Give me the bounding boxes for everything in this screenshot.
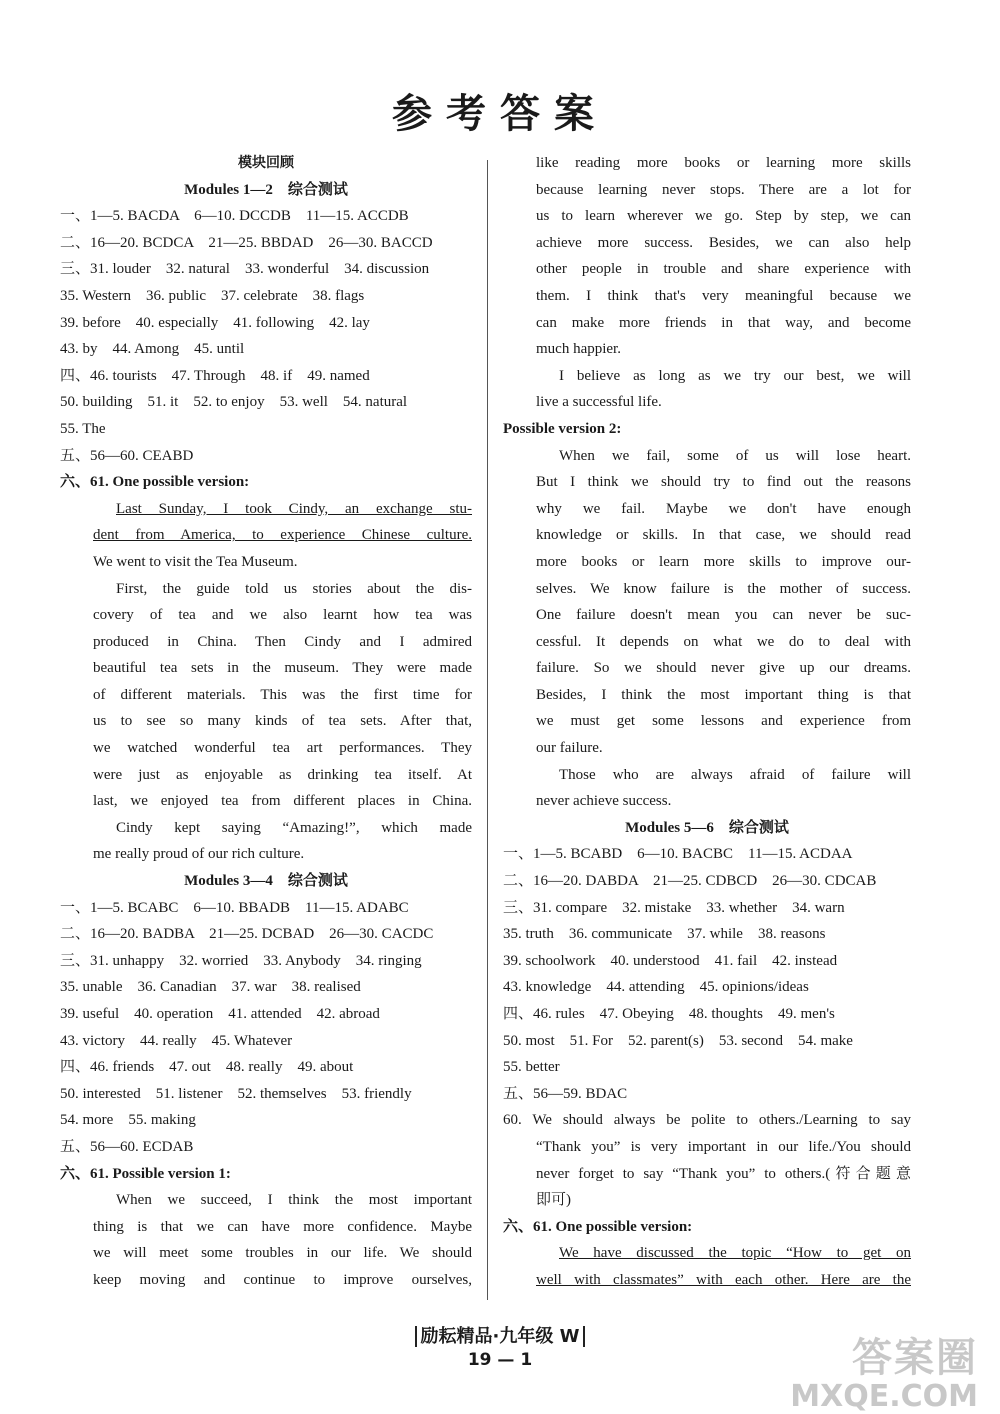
left-line: 39. before 40. especially 41. following 42. lay <box>60 314 370 331</box>
right-line: never achieve success. <box>536 793 672 810</box>
left-column <box>60 150 472 1294</box>
right-line: When we fail, some of us will lose heart. <box>559 447 911 464</box>
left-line: 三、31. unhappy 32. worried 33. Anybody 34. ringing <box>60 952 422 969</box>
right-line: 五、56—59. BDAC <box>503 1085 628 1102</box>
left-line: First, the guide told us stories about the dis- <box>116 580 472 597</box>
right-line: knowledge or skills. In that case, we should read <box>536 527 911 544</box>
left-line: 二、16—20. BCDCA 21—25. BBDAD 26—30. BACCD <box>60 234 433 251</box>
left-line: 二、16—20. BADBA 21—25. DCBAD 26—30. CACDC <box>60 926 434 943</box>
right-line: selves. We know failure is the mother of success. <box>536 580 911 597</box>
right-line: Besides, I think the most important thing is that <box>536 686 911 703</box>
right-line: 六、61. One possible version: <box>503 1218 693 1235</box>
right-line: I believe as long as we try our best, we will <box>559 367 911 384</box>
left-line: 50. interested 51. listener 52. themselves 53. friendly <box>60 1085 412 1102</box>
left-line: Last Sunday, I took Cindy, an exchange stu- <box>116 500 472 517</box>
left-line: beautiful tea sets in the museum. They were made <box>93 660 472 677</box>
right-line: We have discussed the topic “How to get on <box>559 1245 911 1262</box>
left-line: When we succeed, I think the most important <box>116 1192 472 1209</box>
right-line: But I think we should try to find out the reasons <box>536 474 911 491</box>
right-line: 39. schoolwork 40. understood 41. fail 42. instead <box>503 952 838 969</box>
left-line: 35. Western 36. public 37. celebrate 38. flags <box>60 287 365 304</box>
right-line: more books or learn more skills to improve our- <box>536 553 911 570</box>
left-line: 五、56—60. ECDAB <box>60 1138 194 1155</box>
right-line: Possible version 2: <box>503 420 622 437</box>
right-line: 50. most 51. For 52. parent(s) 53. second 54. make <box>503 1032 853 1049</box>
left-line: of different materials. This was the first time for <box>93 686 472 703</box>
right-line: 43. knowledge 44. attending 45. opinions/ideas <box>503 979 809 996</box>
left-line: 六、61. One possible version: <box>60 474 250 491</box>
right-line: achieve more success. Besides, we can also help <box>536 234 911 251</box>
left-line: were just as enjoyable as drinking tea itself. At <box>93 766 472 783</box>
right-line: 四、46. rules 47. Obeying 48. thoughts 49. men's <box>503 1006 835 1022</box>
right-line: “Thank you” is very important in our life./You should <box>536 1138 911 1155</box>
left-line: covery of tea and we also learnt how tea was <box>93 607 472 624</box>
column-divider <box>487 160 488 1300</box>
right-line: failure. So we should never give up our dreams. <box>536 660 911 677</box>
right-line: much happier. <box>536 341 621 358</box>
right-line: 即可) <box>536 1192 571 1209</box>
left-line: 五、56—60. CEABD <box>60 447 194 464</box>
left-line: 一、1—5. BCABC 6—10. BBADB 11—15. ADABC <box>60 899 409 916</box>
right-line: us to learn wherever we go. Step by step, we can <box>536 208 911 225</box>
left-line: me really proud of our rich culture. <box>93 846 305 863</box>
right-column <box>503 150 911 1294</box>
left-line: 一、1—5. BACDA 6—10. DCCDB 11—15. ACCDB <box>60 208 409 225</box>
left-line: 三、31. louder 32. natural 33. wonderful 34. discussion <box>60 261 430 278</box>
left-line: dent from America, to experience Chinese culture. <box>93 527 472 544</box>
right-line: we must get some lessons and experience from <box>536 713 911 730</box>
left-line: us to see so many kinds of tea sets. After that, <box>93 713 472 730</box>
right-line: Those who are always afraid of failure will <box>559 766 911 783</box>
right-line: never forget to say “Thank you” to others.(符合题意 <box>536 1165 911 1182</box>
left-line: 43. victory 44. really 45. Whatever <box>60 1032 293 1049</box>
right-line: 60. We should always be polite to others./Learning to say <box>503 1112 911 1129</box>
right-line: 35. truth 36. communicate 37. while 38. reasons <box>503 926 826 943</box>
left-line: 54. more 55. making <box>60 1112 196 1129</box>
right-line: One failure doesn't mean you can never be suc- <box>536 607 911 624</box>
left-line: 39. useful 40. operation 41. attended 42. abroad <box>60 1006 380 1022</box>
page-title: 参考答案 <box>392 91 608 137</box>
right-line: well with classmates” with each other. Here are the <box>536 1271 911 1288</box>
page-number: 19 — 1 <box>467 1350 533 1370</box>
left-line: 43. by 44. Among 45. until <box>60 341 245 358</box>
left-line: 四、46. friends 47. out 48. really 49. about <box>60 1059 354 1076</box>
right-line: why we fail. Maybe we don't have enough <box>536 500 911 517</box>
book-brand-text: 励耘精品·九年级 W <box>415 1326 586 1347</box>
left-line: we watched wonderful tea art performances. They <box>93 740 472 757</box>
left-line: last, we enjoyed tea from different places in China. <box>93 793 472 810</box>
left-line: we will meet some troubles in our life. We should <box>93 1245 472 1262</box>
right-line: 一、1—5. BCABD 6—10. BACBC 11—15. ACDAA <box>503 846 853 863</box>
left-line: thing is that we can have more confidence. Maybe <box>93 1218 472 1235</box>
left-line: Modules 1—2 综合测试 <box>184 181 348 198</box>
right-line: can make more friends in that way, and become <box>536 314 911 331</box>
right-line: other people in trouble and share experience with <box>536 261 911 278</box>
watermark-logo <box>790 1326 978 1414</box>
left-line: 模块回顾 <box>238 155 294 171</box>
left-line: Cindy kept saying “Amazing!”, which made <box>116 819 472 836</box>
left-line: keep moving and continue to improve ourselves, <box>93 1271 472 1288</box>
right-line: 二、16—20. DABDA 21—25. CDBCD 26—30. CDCAB <box>503 873 877 890</box>
watermark-line2: MXQE.COM <box>790 1379 978 1414</box>
right-line: because learning never stops. There are a lot for <box>536 181 911 198</box>
right-line: like reading more books or learning more skills <box>536 155 911 171</box>
left-line: 四、46. tourists 47. Through 48. if 49. named <box>60 367 370 384</box>
right-line: our failure. <box>536 740 603 757</box>
left-line: 50. building 51. it 52. to enjoy 53. well 54. natural <box>60 394 408 411</box>
left-line: produced in China. Then Cindy and I admired <box>93 633 472 650</box>
right-line: them. I think that's very meaningful because we <box>536 287 911 304</box>
right-line: Modules 5—6 综合测试 <box>625 819 789 836</box>
left-line: 六、61. Possible version 1: <box>60 1165 231 1182</box>
left-line: Modules 3—4 综合测试 <box>184 873 348 890</box>
watermark-line1: 答案圈 <box>852 1335 978 1381</box>
right-line: live a successful life. <box>536 394 662 411</box>
left-line: 55. The <box>60 420 106 437</box>
left-line: We went to visit the Tea Museum. <box>93 553 298 570</box>
right-line: cessful. It depends on what we do to deal with <box>536 633 911 650</box>
left-line: 35. unable 36. Canadian 37. war 38. realised <box>60 979 361 996</box>
right-line: 55. better <box>503 1059 560 1076</box>
right-line: 三、31. compare 32. mistake 33. whether 34. warn <box>503 899 845 916</box>
